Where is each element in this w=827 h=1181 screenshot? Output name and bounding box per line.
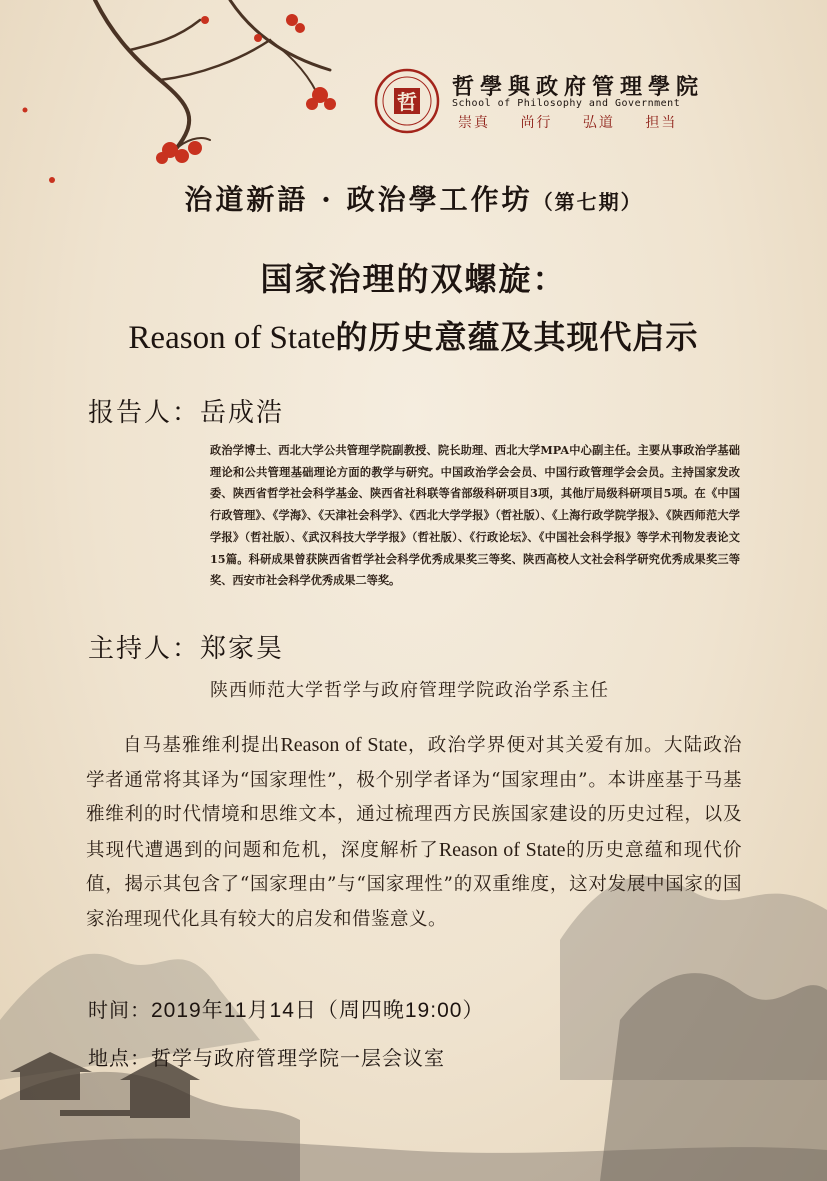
abstract-text: 自马基雅维利提出 bbox=[123, 735, 281, 756]
abstract-text: 的历史意蕴和现代价值，揭示其包含了“国家理由”与“国家理性”的双重维度，这对发展中国家的国家治理现代化具有较大的启发和借鉴意义。 bbox=[86, 839, 742, 930]
abstract-english-term: Reason of State bbox=[280, 734, 408, 756]
event-time bbox=[88, 994, 484, 1024]
event-place bbox=[88, 1042, 445, 1071]
host-heading: 主持人：郑家昊 bbox=[88, 634, 285, 664]
lecture-title-line2 bbox=[0, 312, 827, 358]
speaker-bio: 政治学博士、西北大学公共管理学院副教授、院长助理、西北大学MPA中心副主任。主要从事政治学基础理论和公共管理基础理论方面的教学与研究。中国政治学会会员、中国行政管理学会会员。主持国家发改委、陕西省哲学社会科学基金、陕西省社科联等省部级科研项目3项，其他厅局级科研项目5项。在《中国行政管理》、《学海》、《天津社会科学》、《西北大学学报》（哲社版）、《上海行政学院学报》、《陕西师范大学学报》（哲社版）、《武汉科技大学学报》（哲社版）、《行政论坛》、《中国社会科学报》等学术刊物发表论文15篇。科研成果曾获陕西省哲学社会科学优秀成果奖三等奖、陕西高校人文社会科学研究优秀成果奖三等奖、西安市社会科学优秀成果二等奖。 bbox=[210, 443, 740, 588]
series-issue: （第七期） bbox=[532, 190, 643, 214]
plum-blossom-branch-illustration bbox=[0, 0, 420, 200]
lecture-title-english: Reason of State bbox=[128, 320, 336, 356]
motto-item: 担当 bbox=[645, 115, 678, 131]
motto-item: 弘道 bbox=[582, 115, 615, 131]
motto-item: 尚行 bbox=[520, 115, 553, 131]
seal-glyph: 哲 bbox=[397, 90, 417, 114]
series-name: 治道新語 · 政治學工作坊 bbox=[184, 183, 533, 216]
school-name-chinese: 哲學與政府管理學院 bbox=[452, 74, 705, 100]
workshop-series-title bbox=[0, 178, 827, 218]
abstract-english-term: Reason of State bbox=[438, 838, 566, 861]
school-motto bbox=[458, 112, 701, 132]
lecture-title-chinese: 的历史意蕴及其现代启示 bbox=[335, 318, 699, 356]
abstract-text: ，政治学界便对其关爱有加。大陆政治学者通常将其译为“国家理性”，极个别学者译为“国家理由”。本讲座基于马基雅维利的时代情境和思维文本，通过梳理西方民族国家建设的历史过程，以及其现代遭遇到的问题和危机，深度解析了 bbox=[86, 735, 742, 861]
lecture-abstract bbox=[86, 728, 742, 937]
motto-item: 崇真 bbox=[458, 115, 490, 131]
lecture-title-line1: 国家治理的双螺旋： bbox=[260, 260, 567, 298]
place-value: 哲学与政府管理学院一层会议室 bbox=[151, 1046, 445, 1070]
host-title: 陕西师范大学哲学与政府管理学院政治学系主任 bbox=[210, 680, 609, 701]
place-label: 地点： bbox=[88, 1046, 151, 1070]
time-value: 2019年11月14日（周四晚19:00） bbox=[151, 999, 485, 1022]
school-name-english: School of Philosophy and Government bbox=[452, 98, 681, 109]
speaker-heading: 报告人：岳成浩 bbox=[88, 398, 285, 428]
school-seal-logo bbox=[374, 68, 440, 134]
time-label: 时间： bbox=[88, 998, 151, 1022]
